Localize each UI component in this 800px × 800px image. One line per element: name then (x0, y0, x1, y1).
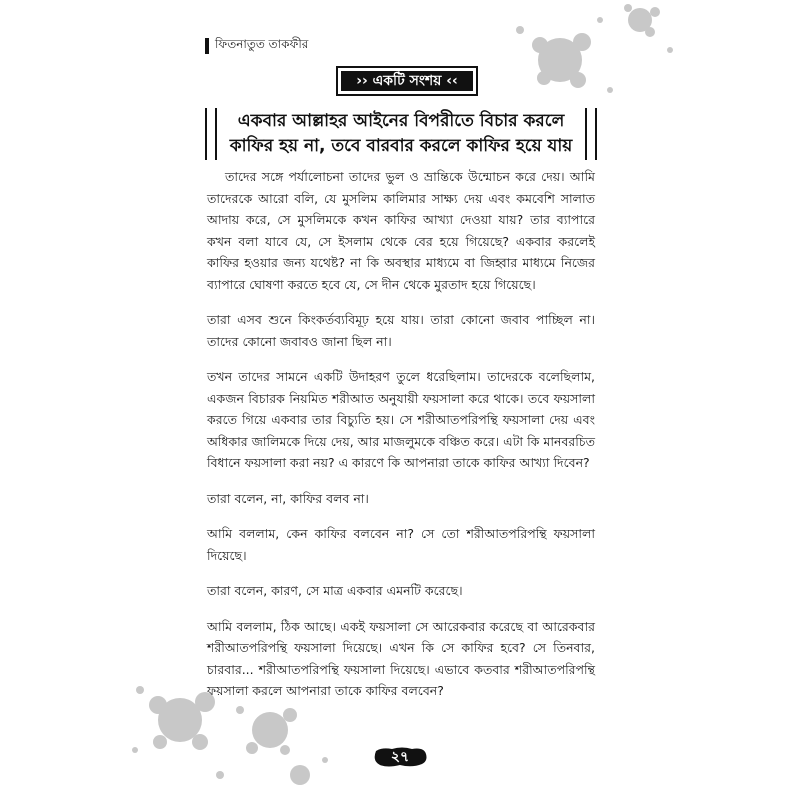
running-head-bar (205, 38, 209, 54)
headline-title: একবার আল্লাহর আইনের বিপরীতে বিচার করলে কাফির হয় না, তবে বারবার করলে কাফির হয়ে যায় (229, 111, 573, 156)
headline-block (205, 104, 597, 164)
paragraph: তারা বলেন, না, কাফির বলব না। (207, 490, 369, 506)
headline-rule-right (585, 108, 597, 160)
section-heading: ›› একটি সংশয় ‹‹ (356, 73, 458, 89)
section-heading-box (336, 66, 478, 96)
running-head (205, 36, 308, 56)
body-text (207, 166, 595, 716)
paragraph: আমি বললাম, ঠিক আছে। একই ফয়সালা সে আরেকবার করেছে বা আরেকবার শরীআতপরিপন্থি ফয়সালা দিয়েছে। এখন কি সে কাফির হবে? সে তিনবার, চারবার... শরীআতপরিপন্থি ফয়সালা দিয়েছে। এভাবে কতবার শরীআতপরিপন্থি ফয়সালা করলে আপনারা তাকে কাফির বলবেন? (207, 618, 595, 698)
paragraph: তখন তাদের সামনে একটি উদাহরণ তুলে ধরেছিলাম। তাদেরকে বলেছিলাম, একজন বিচারক নিয়মিত শরীআত অনুযায়ী ফয়সালা করে থাকে। তবে ফয়সালা করতে গিয়ে একবার তার বিচ্যুতি হয়। সে শরীআতপরিপন্থি ফয়সালা দেয় এবং অধিকার জালিমকে দিয়ে দেয়, আর মাজলুমকে বঞ্চিত করে। এটা কি মানবরচিত বিধানে ফয়সালা করা নয়? এ কারণে কি আপনারা তাকে কাফির আখ্যা দিবেন? (207, 369, 595, 470)
page-number-badge (372, 746, 428, 768)
running-head-text: ফিতনাতুত তাকফীর (215, 37, 309, 51)
paragraph: তারা বলেন, কারণ, সে মাত্র একবার এমনটি করেছে। (207, 583, 463, 598)
paragraph: তাদের সঙ্গে পর্যালোচনা তাদের ভুল ও ভ্রান্তিকে উন্মোচন করে দেয়। আমি তাদেরকে আরো বলি, যে মুসলিম কালিমার সাক্ষ্য দেয় এবং কমবেশি সালাত আদায় করে, সে মুসলিমকে কখন কাফির আখ্যা দেওয়া যায়? তার ব্যাপারে কখন বলা যাবে যে, সে ইসলাম থেকে বের হয়ে গিয়েছে? একবার করলেই কাফির হওয়ার জন্য যথেষ্ট? না কি অবস্থার মাধ্যমে বা জিহ্বার মাধ্যমে নিজের ব্যাপারে ঘোষণা করতে হবে যে, সে দীন থেকে মুরতাদ হয়ে গিয়েছে। (207, 169, 595, 292)
page-number: ২৭ (390, 749, 410, 765)
headline-rule-left (205, 108, 217, 160)
ink-splatter-top-right (500, 0, 700, 110)
paragraph: আমি বললাম, কেন কাফির বলবেন না? সে তো শরীআতপরিপন্থি ফয়সালা দিয়েছে। (207, 526, 595, 563)
paragraph: তারা এসব শুনে কিংকর্তব্যবিমূঢ় হয়ে যায়। তারা কোনো জবাব পাচ্ছিল না। তাদের কোনো জবাবও জানা ছিল না। (207, 312, 595, 349)
